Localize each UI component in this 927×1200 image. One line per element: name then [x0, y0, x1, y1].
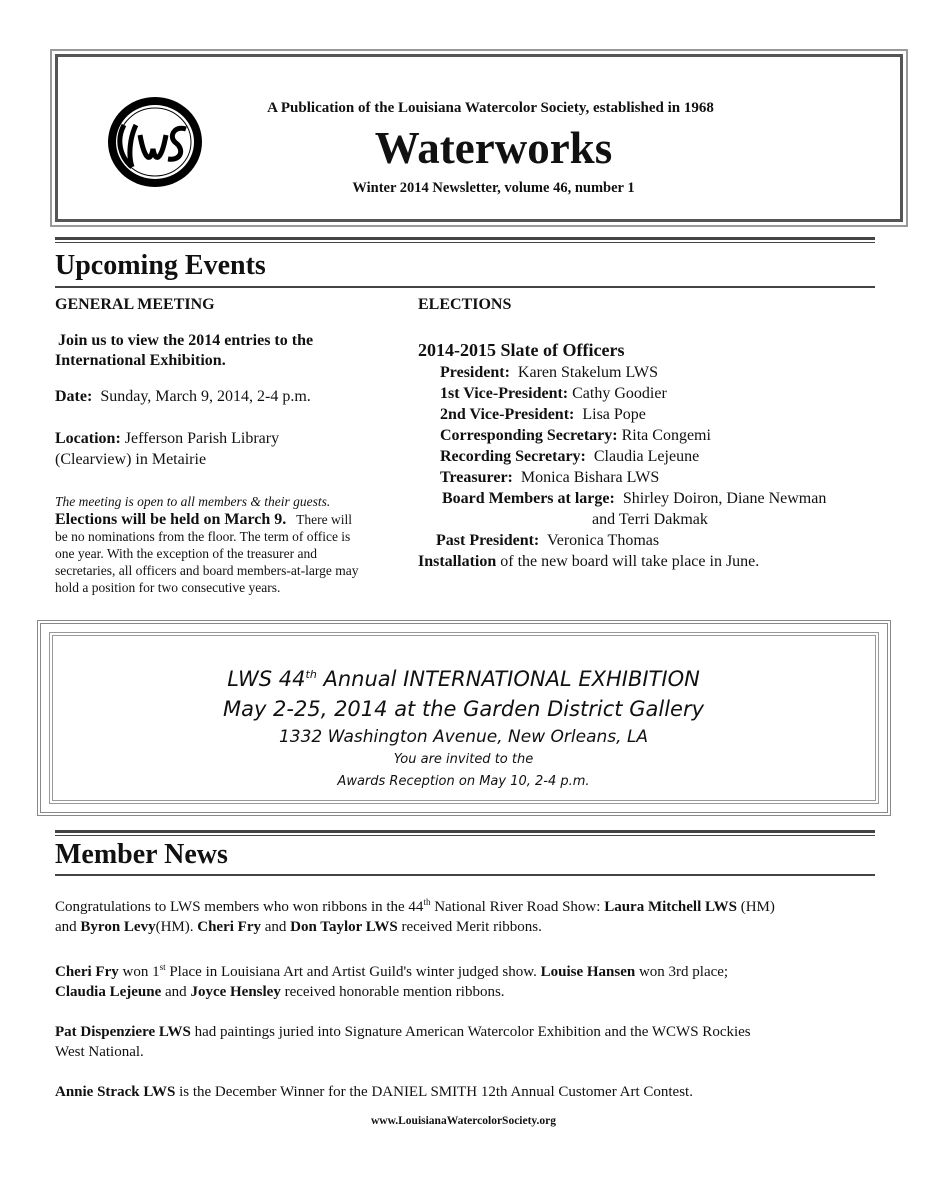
- member-news-body: [55, 892, 885, 1102]
- officers-list: [418, 362, 888, 572]
- elections-info: Elections will be held on March 9. There will be no nominations from the floor. The term of office is one year. With the exception of the treasurer and secretaries, all officers and board members-at-large may hold a position for two consecutive years.: [55, 511, 359, 595]
- officer-row: Board Members at large: Shirley Doiron, Diane Newman: [442, 490, 827, 507]
- news-paragraph: Annie Strack LWS is the December Winner for the DANIEL SMITH 12th Annual Customer Art Contest.: [55, 1084, 693, 1100]
- publication-line: A Publication of the Louisiana Watercolor Society, established in 1968: [267, 100, 714, 116]
- website-link[interactable]: www.LouisianaWatercolorSociety.org: [370, 1115, 557, 1127]
- meeting-date: Date: Sunday, March 9, 2014, 2-4 p.m.: [55, 388, 311, 405]
- officer-row: Recording Secretary: Claudia Lejeune: [440, 448, 700, 465]
- section-rule: [55, 286, 875, 288]
- issue-line: Winter 2014 Newsletter, volume 46, number 1: [352, 180, 635, 196]
- news-paragraph: Congratulations to LWS members who won ribbons in the 44th National River Road Show: Laura Mitchell LWS (HM) and Byron Levy(HM). Cheri Fry and Don Taylor LWS received Merit ribbons.: [55, 897, 775, 935]
- slate-title: 2014-2015 Slate of Officers: [418, 340, 625, 360]
- exhibition-address: 1332 Washington Avenue, New Orleans, LA: [278, 727, 649, 747]
- meeting-intro: Join us to view the 2014 entries to the International Exhibition.: [55, 332, 314, 369]
- upcoming-events-heading: Upcoming Events: [55, 250, 266, 281]
- newsletter-title: Waterworks: [374, 123, 613, 173]
- officer-row: Treasurer: Monica Bishara LWS: [440, 469, 660, 486]
- section-rule: [55, 874, 875, 876]
- section-rule: [55, 237, 875, 243]
- officer-row: President: Karen Stakelum LWS: [440, 364, 659, 381]
- officer-row: 2nd Vice-President: Lisa Pope: [440, 406, 646, 423]
- general-meeting-heading: GENERAL MEETING: [55, 296, 215, 313]
- officer-row: Corresponding Secretary: Rita Congemi: [440, 427, 711, 444]
- elections-heading: ELECTIONS: [418, 296, 512, 313]
- section-rule: [55, 830, 875, 836]
- news-paragraph: Pat Dispenziere LWS had paintings juried into Signature American Watercolor Exhibition and the WCWS Rockies West National.: [55, 1024, 751, 1060]
- exhibition-title: LWS 44th Annual INTERNATIONAL EXHIBITION: [227, 667, 700, 691]
- meeting-note: The meeting is open to all members & their guests.: [55, 494, 331, 509]
- officer-row: and Terri Dakmak: [592, 511, 708, 528]
- exhibition-reception: Awards Reception on May 10, 2-4 p.m.: [337, 774, 590, 789]
- installation-note: Installation of the new board will take place in June.: [418, 553, 760, 570]
- news-paragraph: Cheri Fry won 1st Place in Louisiana Art and Artist Guild's winter judged show. Louise Hansen won 3rd place; Claudia Lejeune and Joyce Hensley received honorable mention ribbons.: [55, 962, 729, 1000]
- officer-row: 1st Vice-President: Cathy Goodier: [440, 385, 667, 402]
- exhibition-dates: May 2-25, 2014 at the Garden District Gallery: [222, 697, 705, 721]
- officer-row: Past President: Veronica Thomas: [436, 532, 660, 549]
- member-news-heading: Member News: [55, 839, 228, 870]
- exhibition-invite: You are invited to the: [393, 752, 534, 767]
- meeting-location: Location: Jefferson Parish Library (Clearview) in Metairie: [55, 430, 280, 468]
